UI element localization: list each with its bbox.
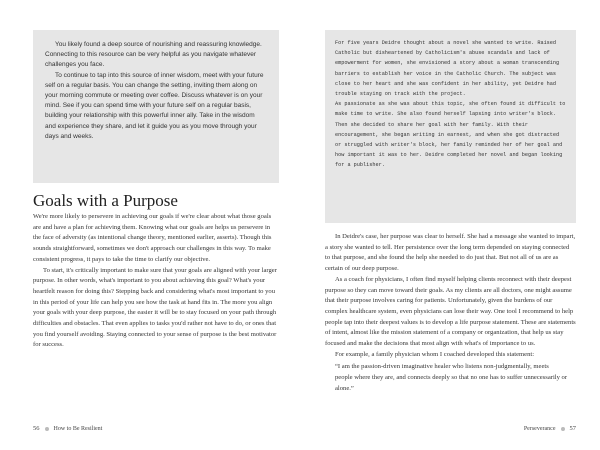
- chapter-title: Perseverance: [523, 426, 556, 432]
- book-title: How to Be Resilient: [53, 426, 103, 432]
- body-paragraph: To start, it's critically important to make sure that your goals are aligned with your larger purpose. In other words, what's important to you about achieving this goal? What's your heartfelt reason for doing this? Stepping back and considering what's most important to you in this period of your life can help you see how the task at hand fits in. The more you align your goals with your deep purpose, the easier it will be to stay focused on your path through difficulties and obstacles. That even applies to tasks you'd rather not have to do, or ones that you find yourself avoiding. Staying connected to your sense of purpose is the best motivator for success.: [33, 266, 277, 349]
- body-paragraph: We're more likely to persevere in achieving our goals if we're clear about what those goals are and have a plan for achieving them. Knowing what our goals are helps us persevere in the face of adversity (as intentional change theory, mentioned earlier, asserts). Though this sounds straightforward, sometimes we don't approach our challenges in this way. To make consistent progress, it pays to take the time to clarify our objective.: [33, 213, 272, 263]
- body-paragraph: In Deidre's case, her purpose was clear to herself. She had a message she wanted to impart, a story she wanted to tell. Her persistence over the long term depended on staying connected to that purpose, and she found the help she needed to do just that. But not all of us are as certain of our deep purpose.: [325, 233, 576, 273]
- right-callout-box: [325, 30, 576, 223]
- page-number: 57: [569, 425, 576, 432]
- body-paragraph: As a coach for physicians, I often find myself helping clients reconnect with their deepest purpose so they can move toward their goals. As my clients are all doctors, one might assume that their purpose involves caring for patients. Unfortunately, given the burdens of our complex healthcare system, even physicians can lose their way. One tool I recommend to help people tap into their deepest values is to develop a life purpose statement. These are statements of intent, almost like the mission statement of a company or organization, that help us stay focused and make the decisions that most align with what's of importance to us.: [325, 275, 576, 348]
- footer-dot-icon: [561, 427, 565, 431]
- callout-paragraph: For five years Deidre thought about a novel she wanted to write. Raised Catholic but disheartened by Catholicism's abuse scandals and lack of empowerment for women, she envisioned a story about a woman transcending barriers to establish her voice in the Catholic Church. The subject was close to her heart and she was confident in her ability, yet Deidre had trouble staying on track with the project.: [335, 40, 560, 98]
- purpose-statement-quote: “I am the passion-driven imaginative healer who listens non-judgmentally, meets people where they are, and connects deeply so that no one has to suffer unnecessarily or alone.”: [335, 363, 568, 392]
- callout-paragraph: As passionate as she was about this topic, she often found it difficult to make time to write. She also found herself lapsing into writer's block. Then she decided to share her goal with her family. With their encouragement, she began writing in earnest, and when she got distracted or struggled with writer's block, her family reminded her of her goal and how important it was to her. Deidre completed her novel and began looking for a publisher.: [335, 101, 566, 169]
- callout-paragraph: You likely found a deep source of nourishing and reassuring knowledge. Connecting to this resource can be very helpful as you navigate whatever challenges you face.: [45, 41, 262, 69]
- right-footer: [524, 425, 576, 432]
- right-body-text: [325, 232, 576, 395]
- section-heading: Goals with a Purpose: [33, 191, 178, 210]
- callout-paragraph: To continue to tap into this source of inner wisdom, meet with your future self on a regular basis. You can change the setting, inviting them along on your morning commute or meeting over coffee. Discuss whatever is on your mind. See if you can spend time with your future self on a regular basis, building your relationship with this powerful inner ally. Take in the wisdom and experience they share, and let it guide you as you move through your days and weeks.: [45, 71, 264, 140]
- page-number: 56: [33, 425, 40, 432]
- body-paragraph: For example, a family physician whom I coached developed this statement:: [335, 350, 535, 358]
